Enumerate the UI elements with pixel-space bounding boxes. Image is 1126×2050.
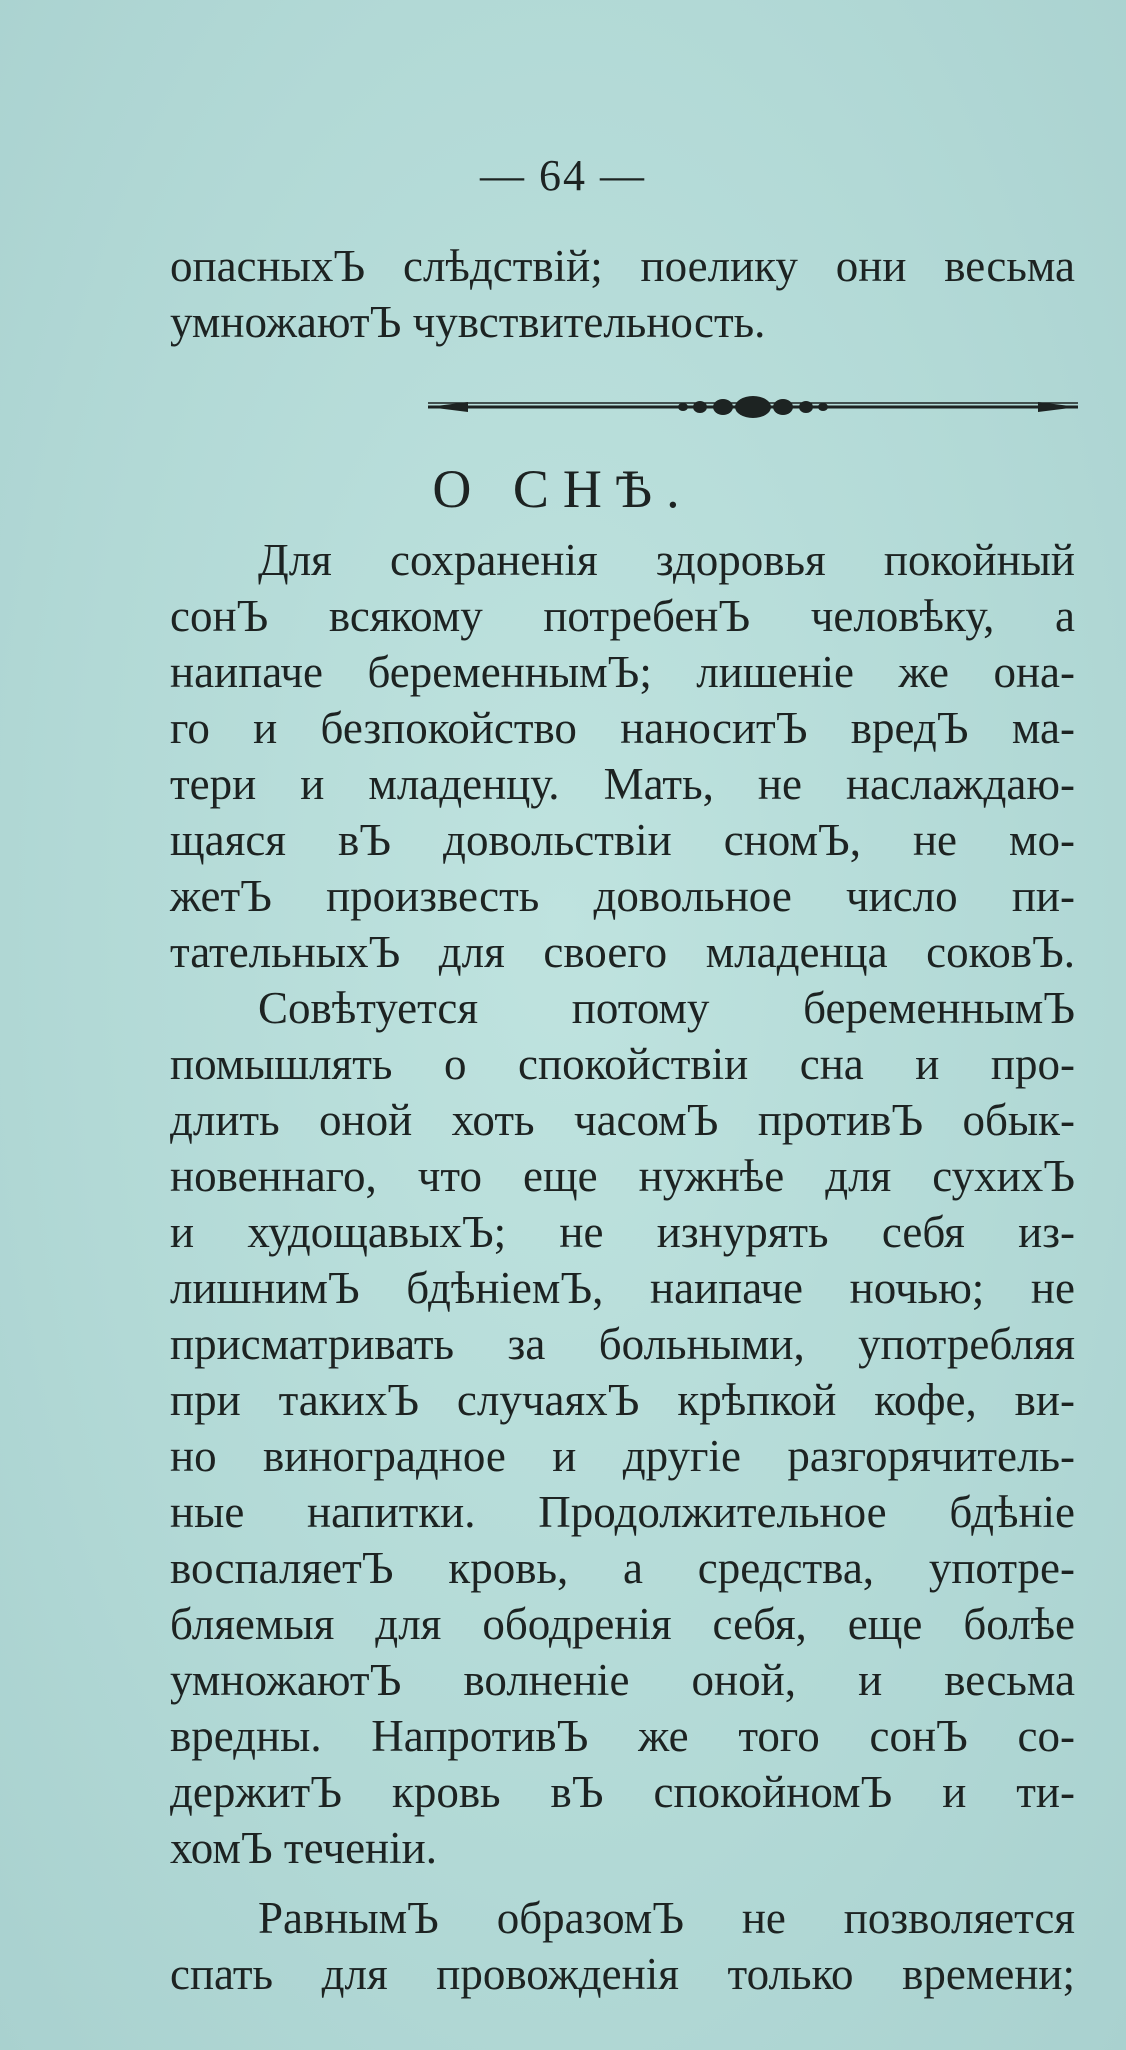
paragraph-line: хомЪ теченіи. — [170, 1823, 437, 1873]
paragraph-line: и худощавыхЪ; не изнурять себя из- — [170, 1207, 1075, 1257]
carryover-line: умножаютЪ чувствительность. — [170, 297, 766, 347]
paragraph-line: го и безпокойство наноситЪ вредЪ ма- — [170, 703, 1075, 753]
paragraph-line: сонЪ всякому потребенЪ человѣку, а — [170, 591, 1075, 641]
paragraph-line: наипаче беременнымЪ; лишеніе же она- — [170, 647, 1075, 697]
section-heading: О СНѢ. — [432, 459, 694, 519]
paragraph-line: тери и младенцу. Мать, не наслаждаю- — [170, 759, 1075, 809]
paragraph-line: при такихЪ случаяхЪ крѣпкой кофе, ви- — [170, 1375, 1075, 1425]
paragraph-line: лишнимЪ бдѣніемЪ, наипаче ночью; не — [170, 1263, 1075, 1313]
paragraph-line: РавнымЪ образомЪ не позволяется — [258, 1893, 1075, 1943]
paragraph-line: Совѣтуется потому беременнымЪ — [258, 983, 1075, 1033]
paragraph-line: тательныхЪ для своего младенца соковЪ. — [170, 927, 1075, 977]
paragraph-line: новеннаго, что еще нужнѣе для сухихЪ — [170, 1151, 1075, 1201]
ornament-divider — [428, 392, 1078, 422]
paragraph-line: бляемыя для ободренія себя, еще болѣе — [170, 1599, 1075, 1649]
paragraph-line: воспаляетЪ кровь, а средства, употре- — [170, 1543, 1075, 1593]
paragraph-line: помышлять о спокойствіи сна и про- — [170, 1039, 1075, 1089]
paragraph-line: длить оной хоть часомЪ противЪ обык- — [170, 1095, 1075, 1145]
paragraph-line: спать для провожденія только времени; — [170, 1949, 1075, 1999]
page-number: — 64 — — [480, 151, 646, 200]
paragraph-line: присматривать за больными, употребляя — [170, 1319, 1075, 1369]
paragraph-line: но виноградное и другіе разгорячитель- — [170, 1431, 1075, 1481]
paragraph-line: ные напитки. Продолжительное бдѣніе — [170, 1487, 1075, 1537]
paragraph-line: держитЪ кровь вЪ спокойномЪ и ти- — [170, 1767, 1075, 1817]
paragraph-line: умножаютЪ волненіе оной, и весьма — [170, 1655, 1075, 1705]
paragraph-line: вредны. НапротивЪ же того сонЪ со- — [170, 1711, 1075, 1761]
paragraph-line: щаяся вЪ довольствіи сномЪ, не мо- — [170, 815, 1075, 865]
paragraph-line: Для сохраненія здоровья покойный — [258, 535, 1075, 585]
carryover-line: опасныхЪ слѣдствій; поелику они весьма — [170, 241, 1075, 291]
paragraph-line: жетЪ произвесть довольное число пи- — [170, 871, 1075, 921]
